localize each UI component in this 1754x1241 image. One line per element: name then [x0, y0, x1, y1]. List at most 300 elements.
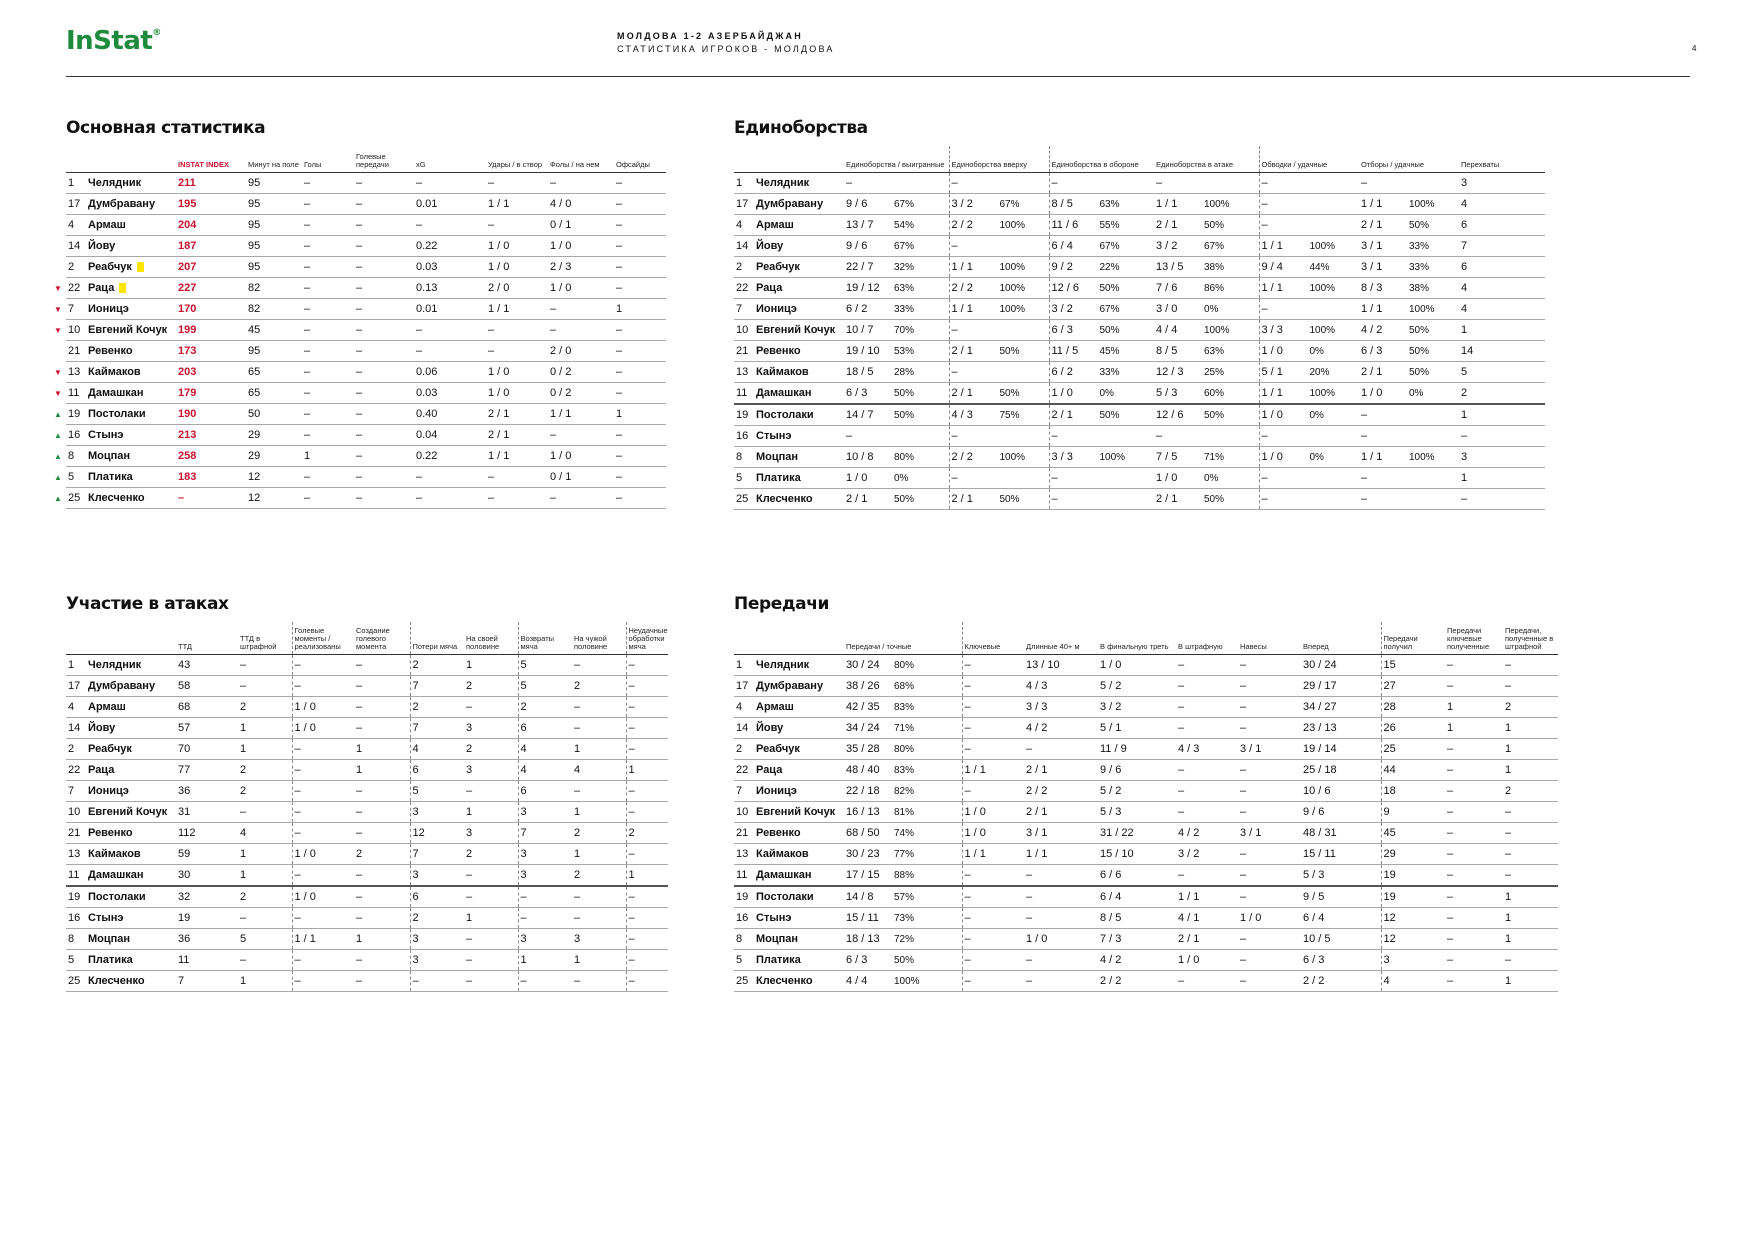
stat-value: –	[356, 953, 363, 966]
player-name: Евгений Кочук	[756, 805, 836, 818]
player-name-cell	[86, 382, 176, 403]
stat-percent: 81%	[894, 806, 915, 818]
player-name-cell	[86, 361, 176, 382]
stat-cell	[1049, 298, 1154, 319]
stat-cell	[410, 949, 464, 970]
stat-value: –	[466, 932, 473, 945]
stat-cell	[1459, 404, 1545, 426]
stat-value: 2	[466, 847, 473, 860]
stat-percent: 50%	[894, 493, 915, 505]
stat-value: 29 / 17	[1303, 679, 1337, 692]
stat-cell	[548, 298, 614, 319]
player-name: Каймаков	[88, 365, 141, 378]
stat-cell	[410, 654, 464, 675]
stat-cell	[246, 382, 302, 403]
stat-cell	[1381, 738, 1445, 759]
stat-cell	[548, 172, 614, 193]
column-header: Возвраты мяча	[518, 622, 572, 654]
stat-value: –	[616, 197, 623, 210]
table-row	[734, 822, 1558, 843]
stat-value: 8 / 3	[1361, 281, 1383, 294]
player-name-cell	[754, 298, 844, 319]
stat-percent: 100%	[1309, 387, 1336, 399]
stat-cell	[176, 822, 238, 843]
player-name-cell	[754, 340, 844, 361]
stat-cell	[176, 928, 238, 949]
stat-value: –	[1447, 784, 1454, 797]
stat-value: 1	[616, 407, 623, 420]
stat-value: –	[628, 742, 635, 755]
stat-value: –	[574, 721, 581, 734]
stat-cell	[292, 907, 354, 928]
stat-value: –	[964, 868, 971, 881]
stat-value: 31 / 22	[1100, 826, 1134, 839]
stat-value: –	[304, 428, 311, 441]
stat-cell	[626, 949, 668, 970]
stat-cell	[464, 696, 518, 717]
table-row	[66, 424, 666, 445]
column-header: Ключевые	[962, 622, 1024, 654]
stat-value: 12	[412, 826, 425, 839]
player-name: Дамашкан	[88, 386, 144, 399]
stat-cell	[1238, 738, 1301, 759]
stat-cell	[844, 886, 962, 908]
player-number-cell	[734, 425, 754, 446]
table-row	[734, 801, 1558, 822]
player-number-cell	[734, 277, 754, 298]
stat-cell	[238, 928, 292, 949]
table-row	[66, 319, 666, 340]
table-row	[66, 738, 668, 759]
player-number-cell	[734, 193, 754, 214]
stat-cell	[1381, 822, 1445, 843]
stat-value: –	[412, 974, 419, 987]
stat-cell	[464, 801, 518, 822]
player-name: Дамашкан	[756, 868, 812, 881]
table-row	[734, 277, 1545, 298]
stat-value: 6 / 2	[1051, 365, 1073, 378]
table-row	[66, 864, 668, 886]
stat-value: 1 / 1	[488, 197, 510, 210]
stat-cell	[844, 675, 962, 696]
stat-cell	[844, 843, 962, 864]
stat-value: –	[356, 260, 363, 273]
stat-cell	[246, 487, 302, 508]
stat-value: 213	[178, 428, 197, 441]
stat-value: 1 / 1	[1361, 302, 1383, 315]
stat-cell	[292, 696, 354, 717]
stat-value: 1	[240, 847, 247, 860]
stat-percent: 60%	[1204, 387, 1225, 399]
stat-value: –	[628, 953, 635, 966]
stat-cell	[1359, 340, 1459, 361]
player-number: 13	[68, 847, 81, 860]
player-number-cell	[734, 467, 754, 488]
stat-value: 3 / 3	[1261, 323, 1283, 336]
player-name: Думбравану	[756, 197, 824, 210]
table-row	[734, 886, 1558, 908]
stat-cell	[626, 801, 668, 822]
stat-value: –	[356, 679, 363, 692]
player-number-cell	[66, 738, 86, 759]
stat-value: 2	[1505, 700, 1512, 713]
stat-cell	[1176, 907, 1238, 928]
stat-value: –	[1156, 429, 1163, 442]
stat-cell	[414, 466, 486, 487]
stat-value: 5 / 3	[1100, 805, 1122, 818]
player-name-cell	[86, 424, 176, 445]
stat-value: 0 / 1	[550, 470, 572, 483]
stat-cell	[949, 340, 1049, 361]
stat-value: 0.01	[416, 302, 438, 315]
stat-value: 1 / 0	[1261, 408, 1283, 421]
stat-cell	[486, 340, 548, 361]
player-name: Армаш	[88, 218, 126, 231]
stat-cell	[844, 759, 962, 780]
stat-value: –	[951, 471, 958, 484]
stat-value: –	[1240, 890, 1247, 903]
stat-cell	[1238, 970, 1301, 991]
stat-value: –	[356, 449, 363, 462]
stat-value: –	[1240, 784, 1247, 797]
stat-value: 2 / 1	[951, 386, 973, 399]
stat-cell	[1445, 696, 1503, 717]
stat-value: 36	[178, 784, 191, 797]
stat-cell	[486, 172, 548, 193]
player-name: Постолаки	[756, 890, 814, 903]
stat-cell	[1238, 886, 1301, 908]
stat-value: –	[1447, 847, 1454, 860]
stat-value: –	[520, 911, 527, 924]
stat-cell	[1049, 277, 1154, 298]
stat-cell	[246, 214, 302, 235]
stat-cell	[302, 298, 354, 319]
stat-cell	[464, 780, 518, 801]
stat-value: –	[964, 932, 971, 945]
stat-value: 45	[1383, 826, 1396, 839]
stat-value: 2 / 1	[1178, 932, 1200, 945]
stat-value: 3	[412, 805, 419, 818]
stat-value: 25 / 18	[1303, 763, 1337, 776]
stat-value: –	[964, 890, 971, 903]
stat-cell	[176, 340, 246, 361]
stat-value: –	[1051, 471, 1058, 484]
stat-cell	[354, 235, 414, 256]
stat-value: –	[1240, 805, 1247, 818]
stat-cell	[486, 424, 548, 445]
stat-percent: 63%	[1204, 345, 1225, 357]
stat-value: 1	[356, 932, 363, 945]
stat-value: 4	[520, 763, 527, 776]
stat-cell	[464, 843, 518, 864]
stat-cell	[844, 822, 962, 843]
column-header: Отборы / удачные	[1361, 159, 1425, 169]
stat-cell	[414, 193, 486, 214]
stat-value: 6 / 3	[846, 953, 868, 966]
stat-cell	[1503, 864, 1558, 886]
stat-cell	[518, 654, 572, 675]
stat-cell	[414, 445, 486, 466]
stat-cell	[844, 696, 962, 717]
stat-cell	[614, 403, 666, 424]
stat-value: 3	[520, 868, 527, 881]
stat-value: 0.22	[416, 449, 438, 462]
player-number-cell	[734, 738, 754, 759]
stat-cell	[1098, 864, 1176, 886]
stat-value: 95	[248, 176, 261, 189]
stat-cell	[949, 193, 1049, 214]
player-name: Армаш	[88, 700, 126, 713]
stat-value: 2 / 0	[550, 344, 572, 357]
stat-cell	[1359, 256, 1459, 277]
player-name: Йову	[756, 239, 784, 252]
stat-value: 0.01	[416, 197, 438, 210]
stat-value: –	[951, 365, 958, 378]
stat-value: 2	[466, 679, 473, 692]
player-name-cell	[754, 654, 844, 675]
player-name: Раца	[756, 763, 783, 776]
stat-value: –	[1178, 658, 1185, 671]
stat-value: 58	[178, 679, 191, 692]
stat-cell	[1154, 214, 1259, 235]
stat-value: –	[574, 700, 581, 713]
stat-value: 1 / 0	[550, 281, 572, 294]
stat-cell	[1049, 319, 1154, 340]
stat-value: –	[466, 974, 473, 987]
stat-value: 1 / 1	[488, 449, 510, 462]
player-number: 13	[736, 847, 749, 860]
stat-value: 1 / 0	[488, 386, 510, 399]
table-row	[734, 738, 1558, 759]
table-row	[734, 404, 1545, 426]
stat-cell	[292, 928, 354, 949]
stat-cell	[1098, 801, 1176, 822]
stat-value: 1 / 1	[951, 260, 973, 273]
stat-value: 70	[178, 742, 191, 755]
player-number: 17	[736, 679, 749, 692]
stat-value: –	[356, 700, 363, 713]
stat-value: 1 / 1	[964, 763, 986, 776]
stat-cell	[238, 970, 292, 991]
stat-value: 2	[240, 784, 247, 797]
stat-value: 2	[1461, 386, 1468, 399]
player-name: Евгений Кочук	[88, 805, 168, 818]
stat-percent: 100%	[1409, 451, 1435, 463]
stat-cell	[518, 780, 572, 801]
player-number: 22	[68, 281, 81, 294]
stat-percent: 22%	[1099, 261, 1120, 273]
player-name-cell	[754, 949, 844, 970]
stat-value: 48 / 31	[1303, 826, 1337, 839]
stat-value: 1 / 0	[488, 365, 510, 378]
player-number-cell	[66, 801, 86, 822]
stat-cell	[614, 172, 666, 193]
player-name-cell	[86, 907, 176, 928]
stat-cell	[1459, 319, 1545, 340]
stat-cell	[1259, 235, 1359, 256]
table-row	[66, 403, 666, 424]
header-divider	[66, 76, 1690, 77]
stat-percent: 83%	[894, 764, 915, 776]
stat-cell	[1176, 822, 1238, 843]
player-number: 11	[68, 868, 80, 881]
stat-value: –	[488, 344, 495, 357]
stat-value: 38 / 26	[846, 679, 880, 692]
stat-value: –	[1261, 176, 1268, 189]
player-name: Клесченко	[88, 974, 145, 987]
stat-value: 1	[1461, 323, 1468, 336]
stat-cell	[292, 949, 354, 970]
player-name-cell	[86, 949, 176, 970]
stat-value: 2 / 1	[1156, 218, 1178, 231]
stat-value: 4	[574, 763, 581, 776]
stat-cell	[844, 970, 962, 991]
stat-percent: 50%	[1409, 345, 1430, 357]
stat-value: 2	[1505, 784, 1512, 797]
stat-cell	[844, 864, 962, 886]
sub-in-icon: ▲	[54, 451, 62, 461]
player-name-cell	[754, 193, 844, 214]
stat-cell	[302, 235, 354, 256]
player-name: Евгений Кочук	[88, 323, 168, 336]
player-number-cell	[66, 886, 86, 908]
stat-value: 3 / 2	[951, 197, 973, 210]
stat-cell	[354, 256, 414, 277]
stat-value: 9 / 6	[1100, 763, 1122, 776]
stat-value: 30 / 24	[1303, 658, 1337, 671]
stat-value: 10 / 8	[846, 450, 874, 463]
stat-cell	[246, 403, 302, 424]
stat-cell	[572, 949, 626, 970]
stat-percent: 80%	[894, 451, 915, 463]
stat-cell	[1238, 843, 1301, 864]
stat-value: 5	[240, 932, 247, 945]
stat-value: –	[1051, 176, 1058, 189]
stat-value: 195	[178, 197, 197, 210]
stat-value: –	[294, 658, 301, 671]
stat-cell	[518, 928, 572, 949]
player-number: 4	[736, 700, 743, 713]
stat-value: 19 / 12	[846, 281, 880, 294]
stat-cell	[949, 235, 1049, 256]
stat-cell	[238, 654, 292, 675]
stat-value: 1 / 0	[550, 449, 572, 462]
stat-cell	[176, 843, 238, 864]
stat-value: 18 / 13	[846, 932, 880, 945]
stat-value: 57	[178, 721, 191, 734]
stat-value: –	[951, 429, 958, 442]
stat-value: –	[1261, 197, 1268, 210]
player-number-cell	[66, 949, 86, 970]
stat-value: 1 / 0	[1051, 386, 1073, 399]
stat-value: –	[1240, 953, 1247, 966]
stat-cell	[962, 675, 1024, 696]
player-number-cell	[734, 949, 754, 970]
stat-cell	[844, 488, 949, 509]
stat-value: 1	[356, 763, 363, 776]
stat-cell	[354, 424, 414, 445]
stat-value: 5	[520, 679, 527, 692]
stat-cell	[302, 277, 354, 298]
player-name-cell	[754, 675, 844, 696]
stat-percent: 100%	[999, 282, 1026, 294]
stat-value: –	[1505, 658, 1512, 671]
stat-cell	[354, 928, 410, 949]
stat-value: –	[356, 721, 363, 734]
stat-percent: 0%	[1099, 387, 1114, 399]
stat-cell	[1381, 864, 1445, 886]
stat-value: –	[304, 344, 311, 357]
section-title: Участие в атаках	[66, 594, 229, 614]
player-name-cell	[754, 886, 844, 908]
player-name: Ионицэ	[88, 784, 129, 797]
stat-value: –	[294, 679, 301, 692]
stat-cell	[1098, 886, 1176, 908]
stat-cell	[1503, 949, 1558, 970]
stat-value: 7	[412, 679, 419, 692]
header-name	[86, 622, 176, 654]
stat-cell	[1098, 822, 1176, 843]
stat-value: 6 / 3	[1051, 323, 1073, 336]
player-name: Евгений Кочук	[756, 323, 836, 336]
column-header: ТТД	[178, 641, 192, 651]
player-number-cell	[66, 340, 86, 361]
report-header	[617, 30, 835, 56]
stat-percent: 68%	[894, 680, 915, 692]
stat-percent: 67%	[1204, 240, 1225, 252]
player-name: Клесченко	[756, 974, 813, 987]
player-name: Ревенко	[88, 344, 133, 357]
stat-value: 183	[178, 470, 197, 483]
stat-cell	[548, 424, 614, 445]
stat-value: –	[356, 281, 363, 294]
player-number-cell	[734, 256, 754, 277]
stat-value: 3 / 0	[1156, 302, 1178, 315]
stat-percent: 20%	[1309, 366, 1330, 378]
player-name-cell	[754, 361, 844, 382]
stat-cell	[354, 801, 410, 822]
player-name: Стынэ	[756, 911, 792, 924]
stat-value: –	[550, 176, 557, 189]
stat-cell	[844, 801, 962, 822]
stat-cell	[844, 382, 949, 404]
stat-value: 25	[1383, 742, 1396, 755]
stat-cell	[844, 256, 949, 277]
stat-cell	[1049, 235, 1154, 256]
stat-value: 1 / 1	[1026, 847, 1048, 860]
stat-percent: 100%	[1409, 198, 1435, 210]
page-number: 4	[1692, 44, 1697, 53]
stat-cell	[626, 864, 668, 886]
stat-value: 4	[240, 826, 247, 839]
stat-cell	[1098, 759, 1176, 780]
sub-out-icon: ▼	[54, 325, 62, 335]
stat-cell	[626, 843, 668, 864]
stat-value: 1	[356, 742, 363, 755]
player-number: 11	[68, 386, 80, 399]
player-name-cell	[754, 488, 844, 509]
stat-value: –	[1505, 847, 1512, 860]
player-name: Клесченко	[88, 491, 145, 504]
stat-value: –	[628, 932, 635, 945]
player-number-cell	[66, 717, 86, 738]
stat-value: 29	[248, 449, 261, 462]
stat-cell	[1154, 298, 1259, 319]
stat-value: –	[294, 868, 301, 881]
stat-value: –	[574, 658, 581, 671]
column-header: Офсайды	[616, 159, 650, 169]
table-row	[734, 759, 1558, 780]
